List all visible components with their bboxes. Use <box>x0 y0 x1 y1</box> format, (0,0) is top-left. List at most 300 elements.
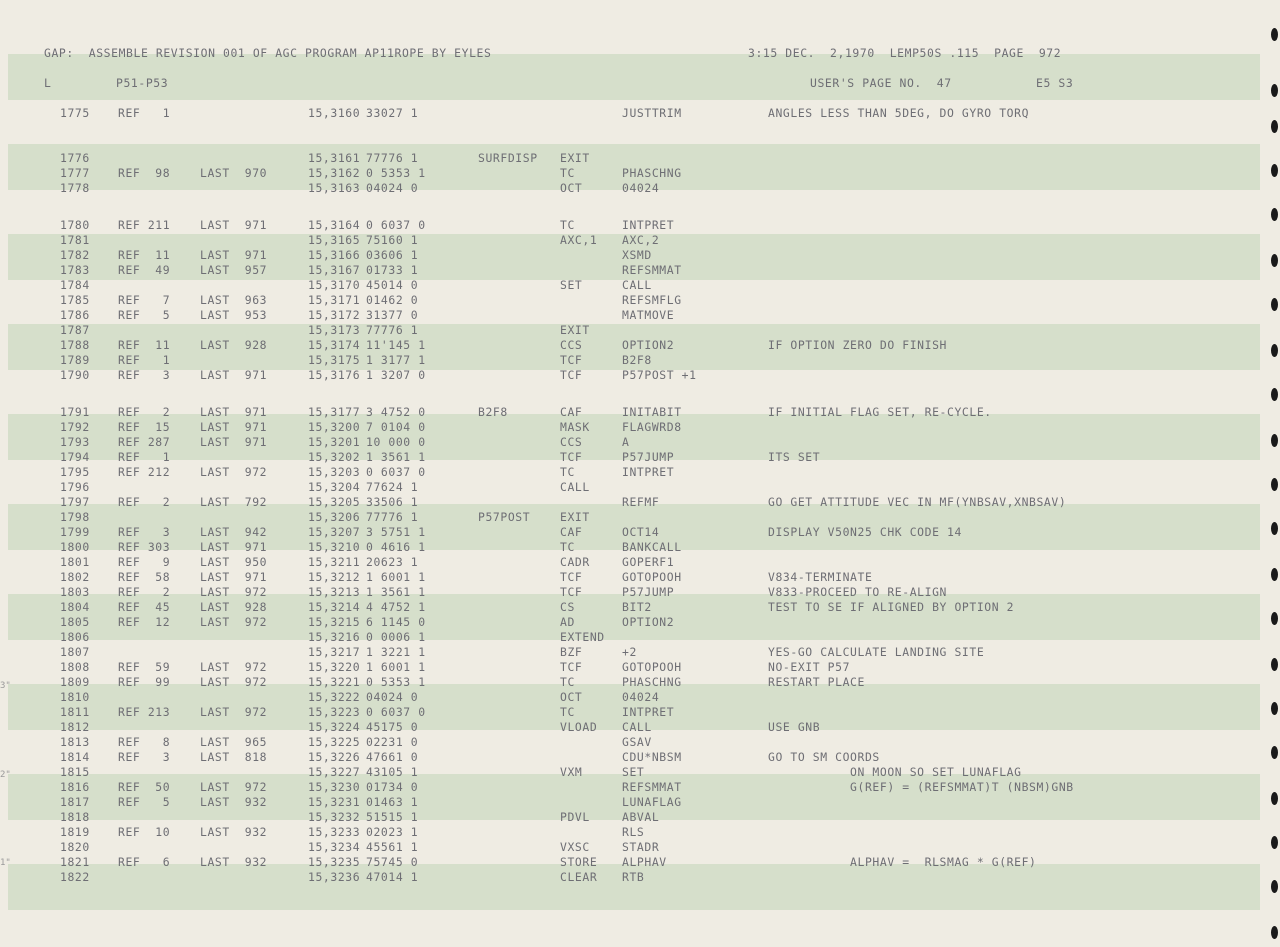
listing-row <box>0 615 1262 630</box>
sequence-number: 1810 <box>60 690 90 704</box>
memory-address: 15,3233 <box>308 825 361 839</box>
operand: GOTOPOOH <box>622 660 682 674</box>
memory-address: 15,3207 <box>308 525 361 539</box>
listing-row <box>0 106 1262 121</box>
location-label: B2F8 <box>478 405 508 419</box>
ref-count: REF 15 <box>118 420 171 434</box>
margin-mark: 3" <box>0 681 11 691</box>
opcode: TC <box>560 166 575 180</box>
operand: 04024 <box>622 690 660 704</box>
sequence-number: 1815 <box>60 765 90 779</box>
listing-row <box>0 353 1262 368</box>
listing-row <box>0 181 1262 196</box>
comment: G(REF) = (REFSMMAT)T (NBSM)GNB <box>768 780 1074 794</box>
comment: USE GNB <box>768 720 821 734</box>
listing-row <box>0 555 1262 570</box>
listing-row <box>0 308 1262 323</box>
operand: A <box>622 435 630 449</box>
opcode: AD <box>560 615 575 629</box>
octal-word: 75745 0 <box>366 855 419 869</box>
listing-row <box>0 780 1262 795</box>
memory-address: 15,3176 <box>308 368 361 382</box>
ref-count: REF 9 <box>118 555 171 569</box>
sequence-number: 1811 <box>60 705 90 719</box>
location-label: SURFDISP <box>478 151 538 165</box>
octal-word: 0 5353 1 <box>366 166 426 180</box>
octal-word: 0 6037 0 <box>366 705 426 719</box>
feed-hole <box>1271 746 1278 759</box>
ref-count: REF 11 <box>118 338 171 352</box>
ref-count: REF 2 <box>118 585 171 599</box>
sequence-number: 1786 <box>60 308 90 322</box>
operand: REFMF <box>622 495 660 509</box>
listing-row <box>0 630 1262 645</box>
sequence-number: 1775 <box>60 106 90 120</box>
last-page-ref: LAST 971 <box>200 420 268 434</box>
operand: INTPRET <box>622 465 675 479</box>
ref-count: REF 58 <box>118 570 171 584</box>
memory-address: 15,3164 <box>308 218 361 232</box>
sequence-number: 1806 <box>60 630 90 644</box>
opcode: VXM <box>560 765 583 779</box>
operand: LUNAFLAG <box>622 795 682 809</box>
opcode: EXTEND <box>560 630 605 644</box>
operand: BIT2 <box>622 600 652 614</box>
memory-address: 15,3221 <box>308 675 361 689</box>
last-page-ref: LAST 972 <box>200 780 268 794</box>
octal-word: 47014 1 <box>366 870 419 884</box>
memory-address: 15,3217 <box>308 645 361 659</box>
feed-hole <box>1271 702 1278 715</box>
listing-row <box>0 151 1262 166</box>
listing-row <box>0 278 1262 293</box>
listing-subheader <box>0 76 1262 91</box>
feed-hole <box>1271 344 1278 357</box>
listing-row <box>0 570 1262 585</box>
opcode: CLEAR <box>560 870 598 884</box>
tractor-feed-strip <box>1268 0 1280 947</box>
memory-address: 15,3215 <box>308 615 361 629</box>
feed-hole <box>1271 388 1278 401</box>
memory-address: 15,3200 <box>308 420 361 434</box>
comment: RESTART PLACE <box>768 675 865 689</box>
operand: BANKCALL <box>622 540 682 554</box>
operand: REFSMFLG <box>622 293 682 307</box>
operand: RLS <box>622 825 645 839</box>
memory-address: 15,3175 <box>308 353 361 367</box>
octal-word: 01463 1 <box>366 795 419 809</box>
last-page-ref: LAST 953 <box>200 308 268 322</box>
ref-count: REF 3 <box>118 525 171 539</box>
operand: 04024 <box>622 181 660 195</box>
sequence-number: 1812 <box>60 720 90 734</box>
memory-address: 15,3172 <box>308 308 361 322</box>
octal-word: 51515 1 <box>366 810 419 824</box>
listing-row <box>0 675 1262 690</box>
listing-row <box>0 750 1262 765</box>
opcode: TC <box>560 540 575 554</box>
memory-address: 15,3234 <box>308 840 361 854</box>
listing-row <box>0 645 1262 660</box>
listing-row <box>0 233 1262 248</box>
opcode: TCF <box>560 450 583 464</box>
sequence-number: 1793 <box>60 435 90 449</box>
memory-address: 15,3210 <box>308 540 361 554</box>
operand: STADR <box>622 840 660 854</box>
feed-hole <box>1271 254 1278 267</box>
user-page-number: USER'S PAGE NO. 47 <box>810 76 952 90</box>
ref-count: REF 2 <box>118 495 171 509</box>
opcode: EXIT <box>560 323 590 337</box>
last-page-ref: LAST 972 <box>200 465 268 479</box>
octal-word: 0 6037 0 <box>366 218 426 232</box>
ref-count: REF 45 <box>118 600 171 614</box>
operand: OPTION2 <box>622 338 675 352</box>
octal-word: 1 6001 1 <box>366 660 426 674</box>
operand: RTB <box>622 870 645 884</box>
opcode: TCF <box>560 368 583 382</box>
listing-row <box>0 405 1262 420</box>
ref-count: REF 6 <box>118 855 171 869</box>
ref-count: REF 59 <box>118 660 171 674</box>
operand: P57JUMP <box>622 450 675 464</box>
octal-word: 31377 0 <box>366 308 419 322</box>
sequence-number: 1808 <box>60 660 90 674</box>
sequence-number: 1822 <box>60 870 90 884</box>
sequence-number: 1785 <box>60 293 90 307</box>
listing-row <box>0 435 1262 450</box>
octal-word: 1 6001 1 <box>366 570 426 584</box>
listing-row <box>0 585 1262 600</box>
opcode: TCF <box>560 353 583 367</box>
operand: GOTOPOOH <box>622 570 682 584</box>
listing-row <box>0 540 1262 555</box>
listing-row <box>0 840 1262 855</box>
operand: SET <box>622 765 645 779</box>
opcode: PDVL <box>560 810 590 824</box>
listing-row <box>0 338 1262 353</box>
memory-address: 15,3224 <box>308 720 361 734</box>
last-page-ref: LAST 818 <box>200 750 268 764</box>
octal-word: 20623 1 <box>366 555 419 569</box>
octal-word: 6 1145 0 <box>366 615 426 629</box>
sequence-number: 1791 <box>60 405 90 419</box>
operand: OPTION2 <box>622 615 675 629</box>
memory-address: 15,3211 <box>308 555 361 569</box>
octal-word: 1 3177 1 <box>366 353 426 367</box>
memory-address: 15,3222 <box>308 690 361 704</box>
ref-count: REF 49 <box>118 263 171 277</box>
comment: GO GET ATTITUDE VEC IN MF(YNBSAV,XNBSAV) <box>768 495 1067 509</box>
memory-address: 15,3232 <box>308 810 361 824</box>
sequence-number: 1813 <box>60 735 90 749</box>
ref-count: REF 212 <box>118 465 171 479</box>
operand: ABVAL <box>622 810 660 824</box>
feed-hole <box>1271 208 1278 221</box>
octal-word: 0 6037 0 <box>366 465 426 479</box>
listing-row <box>0 810 1262 825</box>
octal-word: 33506 1 <box>366 495 419 509</box>
listing-row <box>0 293 1262 308</box>
comment: IF OPTION ZERO DO FINISH <box>768 338 947 352</box>
margin-mark: 1" <box>0 858 11 868</box>
sequence-number: 1801 <box>60 555 90 569</box>
last-page-ref: LAST 957 <box>200 263 268 277</box>
ref-count: REF 3 <box>118 368 171 382</box>
octal-word: 77776 1 <box>366 510 419 524</box>
sequence-number: 1805 <box>60 615 90 629</box>
last-page-ref: LAST 971 <box>200 570 268 584</box>
opcode: OCT <box>560 181 583 195</box>
memory-address: 15,3230 <box>308 780 361 794</box>
sequence-number: 1799 <box>60 525 90 539</box>
ref-count: REF 50 <box>118 780 171 794</box>
sequence-number: 1819 <box>60 825 90 839</box>
sequence-number: 1784 <box>60 278 90 292</box>
octal-word: 47661 0 <box>366 750 419 764</box>
listing-row <box>0 735 1262 750</box>
memory-address: 15,3235 <box>308 855 361 869</box>
listing-row <box>0 420 1262 435</box>
sequence-number: 1777 <box>60 166 90 180</box>
operand: INTPRET <box>622 218 675 232</box>
last-page-ref: LAST 971 <box>200 248 268 262</box>
memory-address: 15,3203 <box>308 465 361 479</box>
octal-word: 45175 0 <box>366 720 419 734</box>
octal-word: 3 5751 1 <box>366 525 426 539</box>
opcode: CADR <box>560 555 590 569</box>
ref-count: REF 10 <box>118 825 171 839</box>
left-tag: L <box>44 76 52 90</box>
listing-row <box>0 248 1262 263</box>
operand: P57JUMP <box>622 585 675 599</box>
operand: AXC,2 <box>622 233 660 247</box>
sequence-number: 1797 <box>60 495 90 509</box>
last-page-ref: LAST 971 <box>200 435 268 449</box>
opcode: TCF <box>560 570 583 584</box>
sequence-number: 1814 <box>60 750 90 764</box>
ref-count: REF 99 <box>118 675 171 689</box>
opcode: CCS <box>560 435 583 449</box>
listing-row <box>0 495 1262 510</box>
ref-count: REF 287 <box>118 435 171 449</box>
sequence-number: 1809 <box>60 675 90 689</box>
last-page-ref: LAST 972 <box>200 705 268 719</box>
opcode: TC <box>560 705 575 719</box>
sequence-number: 1783 <box>60 263 90 277</box>
memory-address: 15,3161 <box>308 151 361 165</box>
octal-word: 1 3561 1 <box>366 450 426 464</box>
sequence-number: 1796 <box>60 480 90 494</box>
memory-address: 15,3214 <box>308 600 361 614</box>
memory-address: 15,3202 <box>308 450 361 464</box>
sequence-number: 1790 <box>60 368 90 382</box>
octal-word: 04024 0 <box>366 181 419 195</box>
octal-word: 1 3561 1 <box>366 585 426 599</box>
memory-address: 15,3201 <box>308 435 361 449</box>
memory-address: 15,3236 <box>308 870 361 884</box>
operand: INITABIT <box>622 405 682 419</box>
feed-hole <box>1271 568 1278 581</box>
operand: ALPHAV <box>622 855 667 869</box>
octal-word: 33027 1 <box>366 106 419 120</box>
memory-address: 15,3204 <box>308 480 361 494</box>
operand: CDU*NBSM <box>622 750 682 764</box>
last-page-ref: LAST 932 <box>200 795 268 809</box>
listing-header <box>0 46 1262 61</box>
comment: IF INITIAL FLAG SET, RE-CYCLE. <box>768 405 992 419</box>
operand: CALL <box>622 278 652 292</box>
sequence-number: 1798 <box>60 510 90 524</box>
sequence-number: 1788 <box>60 338 90 352</box>
memory-address: 15,3170 <box>308 278 361 292</box>
memory-address: 15,3160 <box>308 106 361 120</box>
ref-count: REF 1 <box>118 106 171 120</box>
feed-hole <box>1271 612 1278 625</box>
comment: ALPHAV = RLSMAG * G(REF) <box>768 855 1037 869</box>
opcode: CAF <box>560 525 583 539</box>
opcode: CAF <box>560 405 583 419</box>
sequence-number: 1782 <box>60 248 90 262</box>
octal-word: 77776 1 <box>366 151 419 165</box>
memory-address: 15,3174 <box>308 338 361 352</box>
listing-row <box>0 855 1262 870</box>
opcode: TC <box>560 218 575 232</box>
listing-row <box>0 465 1262 480</box>
octal-word: 10 000 0 <box>366 435 426 449</box>
last-page-ref: LAST 950 <box>200 555 268 569</box>
opcode: TC <box>560 465 575 479</box>
operand: REFSMMAT <box>622 263 682 277</box>
ref-count: REF 213 <box>118 705 171 719</box>
sequence-number: 1821 <box>60 855 90 869</box>
ref-count: REF 1 <box>118 450 171 464</box>
octal-word: 0 0006 1 <box>366 630 426 644</box>
feed-hole <box>1271 84 1278 97</box>
operand: JUSTTRIM <box>622 106 682 120</box>
opcode: MASK <box>560 420 590 434</box>
operand: XSMD <box>622 248 652 262</box>
octal-word: 45561 1 <box>366 840 419 854</box>
sequence-number: 1817 <box>60 795 90 809</box>
memory-address: 15,3226 <box>308 750 361 764</box>
sequence-number: 1781 <box>60 233 90 247</box>
last-page-ref: LAST 972 <box>200 585 268 599</box>
listing-row <box>0 510 1262 525</box>
operand: OCT14 <box>622 525 660 539</box>
last-page-ref: LAST 971 <box>200 218 268 232</box>
feed-hole <box>1271 478 1278 491</box>
sequence-number: 1816 <box>60 780 90 794</box>
last-page-ref: LAST 965 <box>200 735 268 749</box>
ref-count: REF 7 <box>118 293 171 307</box>
listing-row <box>0 870 1262 885</box>
last-page-ref: LAST 932 <box>200 855 268 869</box>
memory-address: 15,3206 <box>308 510 361 524</box>
ref-count: REF 12 <box>118 615 171 629</box>
listing-row <box>0 705 1262 720</box>
octal-word: 3 4752 0 <box>366 405 426 419</box>
ref-count: REF 211 <box>118 218 171 232</box>
opcode: AXC,1 <box>560 233 598 247</box>
listing-row <box>0 600 1262 615</box>
program-title: GAP: ASSEMBLE REVISION 001 OF AGC PROGRAM AP11ROPE BY EYLES <box>44 46 492 60</box>
opcode: TCF <box>560 660 583 674</box>
operand: +2 <box>622 645 637 659</box>
sequence-number: 1776 <box>60 151 90 165</box>
octal-word: 0 4616 1 <box>366 540 426 554</box>
opcode: TCF <box>560 585 583 599</box>
memory-address: 15,3223 <box>308 705 361 719</box>
last-page-ref: LAST 792 <box>200 495 268 509</box>
section-label: P51-P53 <box>116 76 169 90</box>
location-label: P57POST <box>478 510 531 524</box>
opcode: CALL <box>560 480 590 494</box>
octal-word: 1 3207 0 <box>366 368 426 382</box>
last-page-ref: LAST 972 <box>200 615 268 629</box>
octal-word: 45014 0 <box>366 278 419 292</box>
last-page-ref: LAST 972 <box>200 660 268 674</box>
sequence-number: 1804 <box>60 600 90 614</box>
listing-row <box>0 166 1262 181</box>
memory-address: 15,3227 <box>308 765 361 779</box>
ref-count: REF 303 <box>118 540 171 554</box>
octal-word: 77624 1 <box>366 480 419 494</box>
operand: P57POST +1 <box>622 368 697 382</box>
opcode: VLOAD <box>560 720 598 734</box>
ref-count: REF 8 <box>118 735 171 749</box>
sequence-number: 1778 <box>60 181 90 195</box>
last-page-ref: LAST 972 <box>200 675 268 689</box>
memory-address: 15,3165 <box>308 233 361 247</box>
octal-word: 01733 1 <box>366 263 419 277</box>
feed-hole <box>1271 28 1278 41</box>
octal-word: 03606 1 <box>366 248 419 262</box>
sequence-number: 1787 <box>60 323 90 337</box>
listing-row <box>0 218 1262 233</box>
operand: B2F8 <box>622 353 652 367</box>
comment: ITS SET <box>768 450 821 464</box>
feed-hole <box>1271 522 1278 535</box>
memory-address: 15,3177 <box>308 405 361 419</box>
operand: GSAV <box>622 735 652 749</box>
opcode: VXSC <box>560 840 590 854</box>
listing-row <box>0 690 1262 705</box>
octal-word: 01462 0 <box>366 293 419 307</box>
octal-word: 75160 1 <box>366 233 419 247</box>
comment: ON MOON SO SET LUNAFLAG <box>768 765 1022 779</box>
last-page-ref: LAST 928 <box>200 338 268 352</box>
feed-hole <box>1271 434 1278 447</box>
opcode: TC <box>560 675 575 689</box>
comment: YES-GO CALCULATE LANDING SITE <box>768 645 985 659</box>
listing-row <box>0 323 1262 338</box>
listing-row <box>0 480 1262 495</box>
memory-address: 15,3162 <box>308 166 361 180</box>
listing-row <box>0 263 1262 278</box>
memory-address: 15,3166 <box>308 248 361 262</box>
comment: V834-TERMINATE <box>768 570 873 584</box>
opcode: SET <box>560 278 583 292</box>
memory-address: 15,3171 <box>308 293 361 307</box>
octal-word: 02231 0 <box>366 735 419 749</box>
last-page-ref: LAST 971 <box>200 368 268 382</box>
ref-count: REF 5 <box>118 795 171 809</box>
octal-word: 0 5353 1 <box>366 675 426 689</box>
ref-count: REF 11 <box>118 248 171 262</box>
last-page-ref: LAST 970 <box>200 166 268 180</box>
memory-address: 15,3225 <box>308 735 361 749</box>
